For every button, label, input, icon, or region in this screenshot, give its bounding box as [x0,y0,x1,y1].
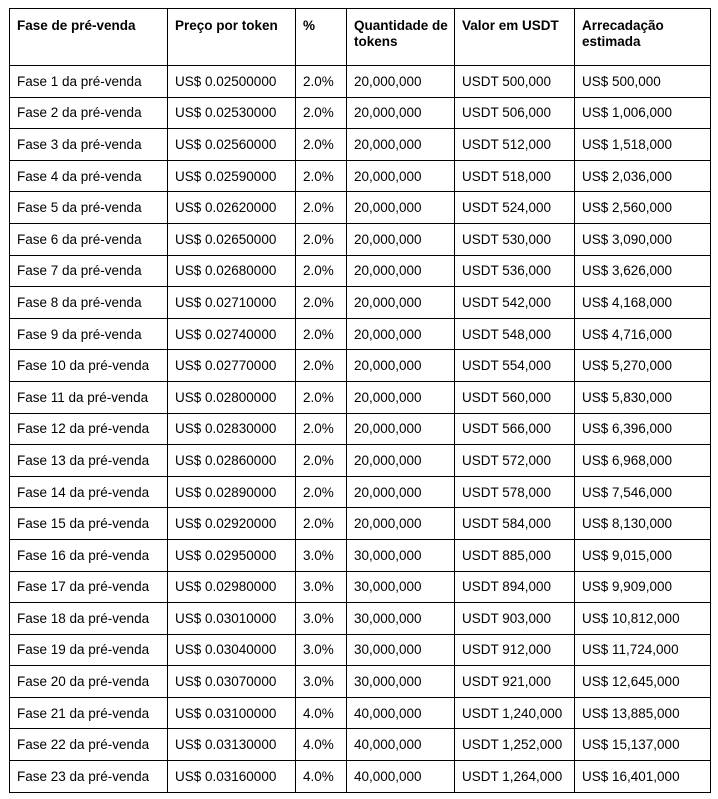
cell-percent: 2.0% [296,223,347,255]
table-row [10,729,711,761]
cell-token-quantity: 30,000,000 [347,603,455,635]
cell-usdt-value: USDT 560,000 [455,381,575,413]
cell-price: US$ 0.02590000 [168,160,296,192]
cell-token-quantity: 20,000,000 [347,413,455,445]
cell-price: US$ 0.02980000 [168,571,296,603]
cell-percent: 2.0% [296,192,347,224]
cell-percent: 2.0% [296,413,347,445]
cell-usdt-value: USDT 536,000 [455,255,575,287]
cell-percent: 4.0% [296,761,347,793]
cell-phase: Fase 17 da pré-venda [10,571,168,603]
cell-phase: Fase 14 da pré-venda [10,476,168,508]
cell-phase: Fase 6 da pré-venda [10,223,168,255]
cell-estimated-raise: US$ 2,560,000 [575,192,711,224]
cell-percent: 2.0% [296,508,347,540]
cell-price: US$ 0.03040000 [168,634,296,666]
cell-token-quantity: 20,000,000 [347,160,455,192]
table-row [10,761,711,793]
cell-percent: 3.0% [296,571,347,603]
cell-token-quantity: 20,000,000 [347,255,455,287]
cell-phase: Fase 15 da pré-venda [10,508,168,540]
cell-percent: 4.0% [296,729,347,761]
cell-token-quantity: 20,000,000 [347,129,455,161]
cell-usdt-value: USDT 1,240,000 [455,697,575,729]
cell-estimated-raise: US$ 2,036,000 [575,160,711,192]
table-row [10,223,711,255]
cell-percent: 3.0% [296,539,347,571]
cell-estimated-raise: US$ 10,812,000 [575,603,711,635]
cell-price: US$ 0.02680000 [168,255,296,287]
header-row [10,9,711,66]
table-header [10,9,711,66]
cell-price: US$ 0.02650000 [168,223,296,255]
header-phase: Fase de pré-venda [10,9,168,66]
cell-estimated-raise: US$ 1,518,000 [575,129,711,161]
cell-price: US$ 0.02620000 [168,192,296,224]
cell-phase: Fase 18 da pré-venda [10,603,168,635]
cell-phase: Fase 10 da pré-venda [10,350,168,382]
cell-estimated-raise: US$ 7,546,000 [575,476,711,508]
cell-percent: 3.0% [296,634,347,666]
cell-token-quantity: 30,000,000 [347,571,455,603]
cell-price: US$ 0.03130000 [168,729,296,761]
cell-usdt-value: USDT 921,000 [455,666,575,698]
table-row [10,66,711,98]
cell-usdt-value: USDT 578,000 [455,476,575,508]
cell-token-quantity: 30,000,000 [347,634,455,666]
cell-price: US$ 0.02920000 [168,508,296,540]
cell-price: US$ 0.02890000 [168,476,296,508]
header-token-quantity: Quantidade de tokens [347,9,455,66]
table-row [10,287,711,319]
cell-usdt-value: USDT 1,252,000 [455,729,575,761]
cell-usdt-value: USDT 518,000 [455,160,575,192]
cell-phase: Fase 8 da pré-venda [10,287,168,319]
table-body [10,66,711,793]
cell-phase: Fase 2 da pré-venda [10,97,168,129]
cell-token-quantity: 20,000,000 [347,318,455,350]
cell-price: US$ 0.03160000 [168,761,296,793]
cell-usdt-value: USDT 548,000 [455,318,575,350]
cell-usdt-value: USDT 1,264,000 [455,761,575,793]
cell-estimated-raise: US$ 6,396,000 [575,413,711,445]
cell-estimated-raise: US$ 8,130,000 [575,508,711,540]
cell-percent: 2.0% [296,476,347,508]
table-row [10,445,711,477]
cell-estimated-raise: US$ 5,830,000 [575,381,711,413]
cell-token-quantity: 20,000,000 [347,381,455,413]
cell-estimated-raise: US$ 1,006,000 [575,97,711,129]
cell-price: US$ 0.03070000 [168,666,296,698]
cell-token-quantity: 20,000,000 [347,476,455,508]
header-estimated-raise: Arrecadação estimada [575,9,711,66]
cell-percent: 4.0% [296,697,347,729]
cell-token-quantity: 20,000,000 [347,192,455,224]
cell-percent: 3.0% [296,603,347,635]
cell-token-quantity: 20,000,000 [347,445,455,477]
table-row [10,666,711,698]
header-usdt-value: Valor em USDT [455,9,575,66]
table-row [10,129,711,161]
cell-usdt-value: USDT 530,000 [455,223,575,255]
cell-phase: Fase 3 da pré-venda [10,129,168,161]
cell-percent: 2.0% [296,350,347,382]
cell-phase: Fase 20 da pré-venda [10,666,168,698]
cell-phase: Fase 16 da pré-venda [10,539,168,571]
table-row [10,603,711,635]
cell-estimated-raise: US$ 9,015,000 [575,539,711,571]
cell-phase: Fase 9 da pré-venda [10,318,168,350]
cell-phase: Fase 21 da pré-venda [10,697,168,729]
table-row [10,97,711,129]
cell-token-quantity: 20,000,000 [347,223,455,255]
cell-phase: Fase 19 da pré-venda [10,634,168,666]
cell-price: US$ 0.02860000 [168,445,296,477]
cell-estimated-raise: US$ 3,090,000 [575,223,711,255]
presale-table [9,8,711,793]
table-row [10,318,711,350]
cell-phase: Fase 1 da pré-venda [10,66,168,98]
table-row [10,255,711,287]
cell-token-quantity: 20,000,000 [347,508,455,540]
cell-price: US$ 0.02500000 [168,66,296,98]
cell-usdt-value: USDT 572,000 [455,445,575,477]
table-row [10,634,711,666]
cell-percent: 2.0% [296,287,347,319]
cell-token-quantity: 40,000,000 [347,761,455,793]
cell-phase: Fase 13 da pré-venda [10,445,168,477]
table-row [10,350,711,382]
table-row [10,413,711,445]
cell-usdt-value: USDT 524,000 [455,192,575,224]
cell-usdt-value: USDT 542,000 [455,287,575,319]
cell-percent: 2.0% [296,381,347,413]
cell-usdt-value: USDT 584,000 [455,508,575,540]
cell-price: US$ 0.03100000 [168,697,296,729]
cell-token-quantity: 20,000,000 [347,287,455,319]
header-percent: % [296,9,347,66]
cell-usdt-value: USDT 885,000 [455,539,575,571]
cell-estimated-raise: US$ 15,137,000 [575,729,711,761]
cell-price: US$ 0.02770000 [168,350,296,382]
cell-percent: 2.0% [296,318,347,350]
cell-estimated-raise: US$ 3,626,000 [575,255,711,287]
cell-token-quantity: 40,000,000 [347,729,455,761]
cell-percent: 2.0% [296,255,347,287]
cell-percent: 2.0% [296,97,347,129]
table-row [10,697,711,729]
cell-estimated-raise: US$ 9,909,000 [575,571,711,603]
cell-phase: Fase 23 da pré-venda [10,761,168,793]
cell-price: US$ 0.02830000 [168,413,296,445]
cell-phase: Fase 5 da pré-venda [10,192,168,224]
cell-price: US$ 0.02800000 [168,381,296,413]
cell-usdt-value: USDT 500,000 [455,66,575,98]
table-row [10,192,711,224]
cell-phase: Fase 7 da pré-venda [10,255,168,287]
cell-price: US$ 0.02710000 [168,287,296,319]
cell-token-quantity: 30,000,000 [347,539,455,571]
cell-token-quantity: 20,000,000 [347,97,455,129]
cell-usdt-value: USDT 554,000 [455,350,575,382]
cell-estimated-raise: US$ 16,401,000 [575,761,711,793]
cell-estimated-raise: US$ 4,716,000 [575,318,711,350]
table-row [10,476,711,508]
cell-usdt-value: USDT 566,000 [455,413,575,445]
cell-estimated-raise: US$ 12,645,000 [575,666,711,698]
cell-phase: Fase 12 da pré-venda [10,413,168,445]
cell-percent: 2.0% [296,66,347,98]
table-row [10,381,711,413]
header-price: Preço por token [168,9,296,66]
table-row [10,508,711,540]
cell-estimated-raise: US$ 4,168,000 [575,287,711,319]
cell-token-quantity: 20,000,000 [347,350,455,382]
cell-estimated-raise: US$ 6,968,000 [575,445,711,477]
cell-phase: Fase 11 da pré-venda [10,381,168,413]
table-row [10,571,711,603]
cell-estimated-raise: US$ 5,270,000 [575,350,711,382]
cell-percent: 2.0% [296,129,347,161]
cell-price: US$ 0.02530000 [168,97,296,129]
table-row [10,539,711,571]
cell-phase: Fase 4 da pré-venda [10,160,168,192]
cell-price: US$ 0.02950000 [168,539,296,571]
cell-estimated-raise: US$ 500,000 [575,66,711,98]
cell-usdt-value: USDT 512,000 [455,129,575,161]
cell-price: US$ 0.03010000 [168,603,296,635]
cell-token-quantity: 40,000,000 [347,697,455,729]
cell-usdt-value: USDT 903,000 [455,603,575,635]
table-row [10,160,711,192]
cell-percent: 2.0% [296,160,347,192]
cell-percent: 2.0% [296,445,347,477]
cell-usdt-value: USDT 894,000 [455,571,575,603]
cell-usdt-value: USDT 912,000 [455,634,575,666]
cell-percent: 3.0% [296,666,347,698]
cell-price: US$ 0.02740000 [168,318,296,350]
cell-estimated-raise: US$ 13,885,000 [575,697,711,729]
cell-price: US$ 0.02560000 [168,129,296,161]
cell-token-quantity: 20,000,000 [347,66,455,98]
cell-phase: Fase 22 da pré-venda [10,729,168,761]
presale-table-container [9,8,711,793]
cell-estimated-raise: US$ 11,724,000 [575,634,711,666]
cell-usdt-value: USDT 506,000 [455,97,575,129]
cell-token-quantity: 30,000,000 [347,666,455,698]
